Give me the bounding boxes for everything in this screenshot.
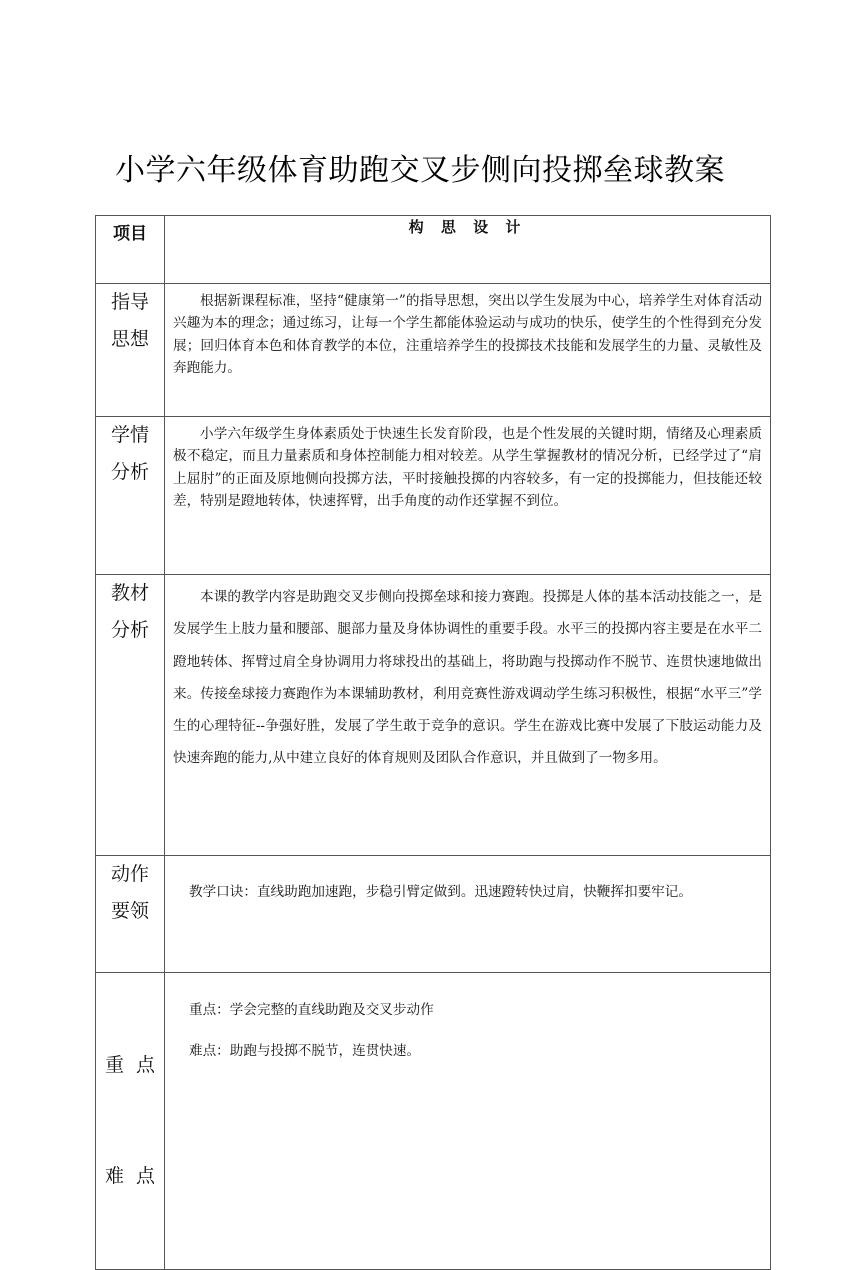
guiding-text: 根据新课程标准，坚持“健康第一”的指导思想，突出以学生发展为中心，培养学生对体育活动兴趣为本的理念；通过练习，让每一个学生都能体验运动与成功的快乐，使学生的个性得到充分发展；回归体育本色和体育教学的本位，注重培养学生的投掷技术技能和发展学生的力量、灵敏性及奔跑能力。	[173, 293, 762, 377]
lesson-plan-table	[95, 215, 771, 1270]
material-content-cell	[165, 575, 771, 856]
table-row-material	[96, 575, 771, 856]
key-point-text: 重点：学会完整的直线助跑及交叉步动作	[189, 1002, 434, 1018]
table-row-key-points	[96, 973, 771, 1270]
students-label-cell	[96, 417, 165, 575]
header-label-cell: 项目	[96, 216, 165, 284]
essentials-label-cell	[96, 856, 165, 973]
key-points-label-cell	[96, 973, 165, 1270]
document-title: 小学六年级体育助跑交叉步侧向投掷垒球教案	[115, 153, 725, 188]
students-label-line2: 分析	[110, 461, 149, 483]
difficult-point-text: 难点：助跑与投掷不脱节，连贯快速。	[189, 1043, 421, 1059]
table-row-guiding	[96, 284, 771, 417]
key-points-label-line2: 难 点	[104, 1165, 156, 1187]
essentials-label-line2: 要领	[110, 900, 149, 922]
key-points-content-cell	[165, 973, 771, 1270]
essentials-text: 教学口诀：直线助跑加速跑，步稳引臂定做到。迅速蹬转快过肩，快鞭挥扣要牢记。	[189, 884, 692, 900]
material-label-line2: 分析	[110, 619, 149, 641]
students-content-cell	[165, 417, 771, 575]
students-text: 小学六年级学生身体素质处于快速生长发育阶段，也是个性发展的关键时期，情绪及心理素质极不稳定，而且力量素质和身体控制能力相对较差。从学生掌握教材的情况分析，已经学过了“肩上屈肘”的正面及原地侧向投掷方法，平时接触投掷的内容较多，有一定的投掷能力，但技能还较差，特别是蹬地转体，快速挥臂，出手角度的动作还掌握不到位。	[173, 426, 762, 510]
guiding-content-cell	[165, 284, 771, 417]
material-label-line1: 教材	[110, 582, 149, 604]
table-row-header	[96, 216, 771, 284]
table-row-essentials	[96, 856, 771, 973]
guiding-label-line2: 思想	[110, 328, 149, 350]
material-label-cell	[96, 575, 165, 856]
essentials-label-line1: 动作	[110, 863, 149, 885]
students-label-line1: 学情	[110, 424, 149, 446]
key-points-label-line1: 重 点	[104, 1054, 156, 1076]
material-text: 本课的教学内容是助跑交叉步侧向投掷垒球和接力赛跑。投掷是人体的基本活动技能之一，是发展学生上肢力量和腰部、腿部力量及身体协调性的重要手段。水平三的投掷内容主要是在水平二蹬地转体、挥臂过肩全身协调用力将球投出的基础上，将助跑与投掷动作不脱节、连贯快速地做出来。传接垒球接力赛跑作为本课辅助教材，利用竞赛性游戏调动学生练习积极性，根据“水平三”学生的心理特征--争强好胜，发展了学生敢于竞争的意识。学生在游戏比赛中发展了下肢运动能力及快速奔跑的能力,从中建立良好的体育规则及团队合作意识，并且做到了一物多用。	[173, 589, 762, 767]
guiding-label-line1: 指导	[110, 291, 149, 313]
table-row-students	[96, 417, 771, 575]
header-content-cell: 构 思 设 计	[165, 216, 771, 284]
essentials-content-cell	[165, 856, 771, 973]
guiding-label-cell	[96, 284, 165, 417]
